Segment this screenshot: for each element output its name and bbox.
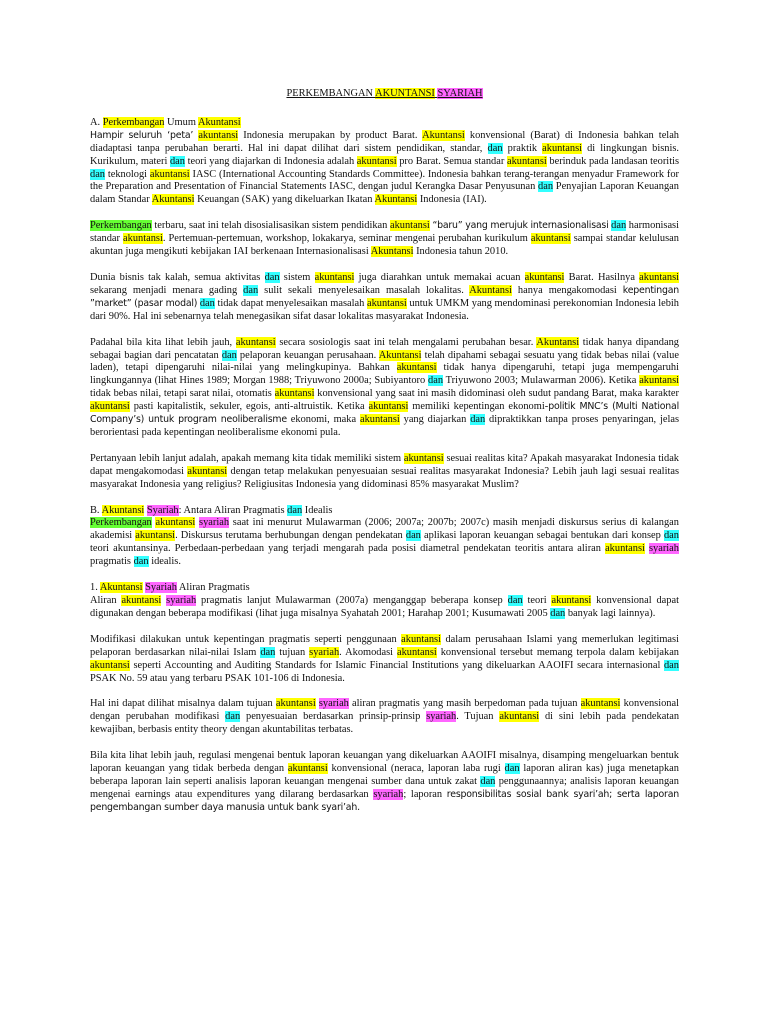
text-run: dengan tetap melakukan penyesuaian sesuai realitas masyarakat Indonesia? Lebih jauh lagi sesuai realitas masyarakat Indonesia yang religius? Religiusitas Indonesia yang didominasi 85% masyarakat Muslim? <box>90 465 679 490</box>
highlight-yellow: akuntansi <box>605 543 645 555</box>
highlight-cyan: dan <box>480 775 496 787</box>
highlight-yellow: akuntansi <box>580 698 621 710</box>
highlight-yellow: akuntansi <box>389 220 430 232</box>
highlight-yellow: akuntansi <box>198 129 239 141</box>
handwritten-style-text: responsibilitas sosial bank syari’ah; serta laporan pengembangan sumber daya manusia untuk bank syari’ah. <box>90 788 679 813</box>
text-run: Modifikasi dilakukan untuk kepentingan pragmatis seperti penggunaan <box>90 633 402 645</box>
highlight-cyan: dan <box>611 220 627 232</box>
text-run: sulit sekali menyelesaikan masalah lokalitas. <box>258 284 470 296</box>
highlight-pink: syariah <box>199 517 230 529</box>
text-run: Indonesia tahun 2010. <box>413 246 509 258</box>
highlight-cyan: dan <box>405 530 421 542</box>
highlight-cyan: dan <box>260 646 276 658</box>
text-run: konvensional tersebut memang terpola dalam kebijakan <box>436 646 680 658</box>
highlight-cyan: dan <box>225 711 241 723</box>
highlight-yellow: akuntansi <box>396 362 437 374</box>
highlight-pink: SYARIAH <box>437 88 483 99</box>
highlight-cyan: dan <box>264 271 280 283</box>
text-run: Triyuwono 2003; Mulawarman 2006). Ketika <box>443 375 640 387</box>
section-heading <box>90 117 679 130</box>
text-run: di lingkungan bisnis. Kurikulum, materi <box>90 142 679 167</box>
highlight-cyan: dan <box>221 349 237 361</box>
text-run: teori yang diajarkan di Indonesia adalah <box>185 155 357 167</box>
highlight-pink: syariah <box>318 698 349 710</box>
text-run: Aliran Pragmatis <box>176 582 250 594</box>
text-run: seperti Accounting and Auditing Standards for Islamic Financial Institutions yang dikeluarkan AAOIFI secara internasional <box>129 659 664 671</box>
highlight-cyan: dan <box>243 284 259 296</box>
highlight-yellow: akuntansi <box>135 530 176 542</box>
text-run: terbaru, saat ini telah disosialisasikan sistem pendidikan <box>151 220 390 232</box>
paragraph <box>90 517 679 569</box>
highlight-yellow: akuntansi <box>530 233 571 245</box>
highlight-yellow: akuntansi <box>524 271 565 283</box>
paragraph <box>90 453 679 492</box>
text-run: pasti kapitalistik, sekuler, egois, anti-altruistik. Ketika <box>129 401 369 413</box>
highlight-yellow: Perkembangan <box>102 116 165 128</box>
text-run: sistem <box>279 271 315 283</box>
text-run: aplikasi laporan keuangan sebagai bentukan dari konsep <box>420 530 664 542</box>
highlight-cyan: dan <box>90 168 106 180</box>
text-run: teknologi <box>105 168 150 180</box>
highlight-yellow: Akuntansi <box>469 284 512 296</box>
text-run: konvensional (neraca, laporan laba rugi <box>327 763 505 775</box>
highlight-cyan: dan <box>169 155 185 167</box>
text-run: secara sosiologis saat ini telah mengalami perubahan besar. <box>275 336 537 348</box>
text-run: Umum <box>164 116 198 128</box>
highlight-cyan: dan <box>507 595 523 606</box>
text-run: saat ini menurut Mulawarman (2006; 2007a; 2007b; 2007c) masih menjadi diskursus serius di kalangan akademisi <box>90 517 679 542</box>
highlight-cyan: dan <box>428 375 444 387</box>
text-run: PERKEMBANGAN <box>286 88 376 99</box>
highlight-yellow: akuntansi <box>314 271 355 283</box>
document-page <box>90 88 679 828</box>
text-run: tidak bebas nilai, tetapi sarat nilai, otomatis <box>90 388 275 400</box>
text-run: idealis. <box>148 556 181 568</box>
text-run: . Tujuan <box>456 711 500 723</box>
highlight-yellow: akuntansi <box>356 155 397 167</box>
highlight-green: Perkembangan <box>90 220 152 232</box>
text-run: Padahal bila kita lihat lebih jauh, <box>90 336 236 348</box>
highlight-pink: syariah <box>373 788 404 800</box>
highlight-yellow: akuntansi <box>366 297 407 309</box>
text-run: Penyajian Laporan Keuangan dalam Standar <box>90 181 679 206</box>
highlight-yellow: Akuntansi <box>422 129 465 141</box>
highlight-yellow: akuntansi <box>155 517 196 529</box>
handwritten-style-text: “baru” yang merujuk internasionalisasi <box>432 220 609 232</box>
text-run: sampai standar kelulusan akuntan juga mengikuti kebijakan IAI berkenaan Internasionalisasi <box>90 233 679 258</box>
text-run: juga diarahkan untuk memakai acuan <box>354 271 525 283</box>
text-run: IASC (International Accounting Standards Committee). Indonesia bahkan terang-terangan menyadur Framework for the Preparation and Presentation of Financial Statements IASC, dengan judul Kerangka Dasar Penyusunan <box>90 168 679 193</box>
highlight-yellow: syariah <box>309 646 340 658</box>
highlight-yellow: akuntansi <box>90 659 130 671</box>
text-run: Barat. Hasilnya <box>564 271 640 283</box>
text-run: tidak hanya dipengaruhi, tetapi juga mempengaruhi lingkungannya (lihat Hines 1989; Morgan 1988; Triyuwono 2000a; Subiyantoro <box>90 362 680 387</box>
text-run: laporan aliran kas) juga menetapkan beberapa laporan lain seperti analisis laporan keuangan mengenai sumber dana untuk zakat <box>90 763 679 787</box>
highlight-cyan: dan <box>663 530 679 542</box>
text-run: ekonomi, maka <box>286 414 360 426</box>
text-run: memiliki kepentingan ekonomi- <box>408 401 549 413</box>
highlight-cyan: dan <box>287 504 303 516</box>
text-run: penyesuaian berdasarkan prinsip-prinsip <box>240 711 427 723</box>
text-run: PSAK No. 59 atau yang terbaru PSAK 101-106 di Indonesia. <box>90 672 345 684</box>
highlight-yellow: Akuntansi <box>374 194 418 206</box>
highlight-yellow: akuntansi <box>368 401 409 413</box>
text-run: Idealis <box>302 504 333 516</box>
highlight-yellow: akuntansi <box>542 142 582 154</box>
highlight-yellow: akuntansi <box>149 168 190 180</box>
text-run: Indonesia merupakan by product Barat. <box>238 129 423 141</box>
text-run: sekarang menjadi menara gading <box>90 284 244 296</box>
text-run: dipraktikkan tanpa proses penyaringan, jelas berorientasi pada kepentingan neoliberalisme ekonomi pula. <box>90 414 679 438</box>
text-run: A. <box>90 116 103 128</box>
highlight-yellow: Akuntansi <box>151 194 195 206</box>
handwritten-style-text: kepentingan ”market” (pasar modal) <box>90 284 679 309</box>
text-run: Indonesia (IAI). <box>417 194 487 206</box>
highlight-yellow: akuntansi <box>401 633 441 645</box>
text-run: Pertanyaan lebih lanjut adalah, apakah memang kita tidak memiliki sistem <box>90 452 404 464</box>
paragraph <box>90 130 679 207</box>
text-run: konvensional dapat digunakan dengan beberapa modifikasi (lihat juga misalnya Syahatah 2001; Harahap 2001; Kusumawati 2005 <box>90 595 679 619</box>
paragraph <box>90 634 679 686</box>
text-run: banyak lagi lainnya). <box>565 607 656 619</box>
highlight-pink: syariah <box>166 595 197 606</box>
highlight-yellow: Akuntansi <box>378 349 422 361</box>
paragraph <box>90 220 679 259</box>
highlight-yellow: akuntansi <box>187 465 228 477</box>
highlight-pink: Syariah <box>146 504 179 516</box>
highlight-yellow: akuntansi <box>506 155 547 167</box>
text-run: . Diskursus terutama berhubungan dengan pendekatan <box>175 530 406 542</box>
highlight-yellow: akuntansi <box>639 271 679 283</box>
text-run: ; laporan <box>403 788 447 800</box>
highlight-cyan: dan <box>504 763 520 775</box>
text-run: sesuai realitas kita? Apakah masyarakat Indonesia tidak dapat mengakomodasi <box>90 452 680 477</box>
text-run: pragmatis lanjut Mulawarman (2007a) menganggap beberapa konsep <box>196 595 508 606</box>
text-run: B. <box>90 504 102 516</box>
highlight-yellow: akuntansi <box>235 336 276 348</box>
highlight-cyan: dan <box>663 659 679 671</box>
section-heading <box>90 505 679 518</box>
title-underline <box>286 88 482 99</box>
highlight-cyan: dan <box>199 297 215 309</box>
highlight-yellow: akuntansi <box>551 595 592 606</box>
text-run: . Akomodasi <box>339 646 397 658</box>
text-run: di sini lebih pada pendekatan kewajiban, berbasis entity theory dengan akuntabilitas terbatas. <box>90 711 680 736</box>
text-run: yang diajarkan <box>399 414 471 426</box>
document-title <box>90 88 679 101</box>
text-run: Aliran <box>90 595 122 606</box>
highlight-pink: syariah <box>648 543 679 555</box>
text-run: tidak dapat menyelesaikan masalah <box>214 297 367 309</box>
text-run: 1. <box>90 582 100 594</box>
highlight-yellow: akuntansi <box>499 711 540 723</box>
highlight-cyan: dan <box>487 142 503 154</box>
text-run: tujuan <box>275 646 310 658</box>
text-run: praktik <box>502 142 543 154</box>
document-body <box>90 117 679 815</box>
text-run: hanya mengakomodasi <box>511 284 623 296</box>
text-run: tidak hanya dipandang sebagai bagian dari pencatatan <box>90 336 679 361</box>
highlight-pink: syariah <box>426 711 457 723</box>
highlight-yellow: Akuntansi <box>370 246 414 258</box>
highlight-cyan: dan <box>538 181 554 193</box>
highlight-cyan: dan <box>470 414 486 426</box>
text-run: teori <box>522 595 552 606</box>
text-run: konvensional yang saat ini masih didominasi oleh sudut pandang Barat, maka karakter <box>314 388 680 400</box>
paragraph <box>90 595 679 621</box>
highlight-yellow: akuntansi <box>90 401 130 413</box>
highlight-yellow: akuntansi <box>396 646 437 658</box>
text-run: pelaporan keuangan perusahaan. <box>236 349 379 361</box>
highlight-green: Perkembangan <box>90 517 152 529</box>
highlight-pink: Syariah <box>145 582 177 594</box>
text-run: konvensional (Barat) di Indonesia bahkan telah diadaptasi tanpa perubahan berarti. Hal ini dapat dilihat dari sistem pendidikan, standar, <box>90 129 679 154</box>
highlight-yellow: akuntansi <box>123 233 163 245</box>
section-heading <box>90 582 679 595</box>
highlight-yellow: Akuntansi <box>197 116 241 128</box>
highlight-yellow: akuntansi <box>274 388 315 400</box>
highlight-cyan: dan <box>133 556 149 568</box>
highlight-yellow: akuntansi <box>639 375 680 387</box>
text-run: penggunaannya; analisis laporan keuangan mengenai earnings atau expenditures yang dilarang berdasarkan <box>90 775 679 800</box>
text-run: untuk UMKM yang mendominasi perekonomian Indonesia lebih dari 90%. Hal ini sebenarnya telah menegasikan sifat dasar lokalitas masyarakat Indonesia. <box>90 297 679 322</box>
text-run: telah dipahami sebagai sesuatu yang tidak bebas nilai (value laden), tetapi dipengaruhi nilai-nilai yang melingkupinya. Bahkan <box>90 349 679 374</box>
text-run: . Pertemuan-pertemuan, workshop, lokakarya, seminar mengenai perubahan kurikulum <box>162 233 531 245</box>
highlight-yellow: AKUNTANSI <box>375 88 435 99</box>
highlight-yellow: Akuntansi <box>99 582 143 594</box>
paragraph <box>90 698 679 737</box>
paragraph <box>90 272 679 324</box>
text-run: Dunia bisnis tak kalah, semua aktivitas <box>90 271 265 283</box>
text-run: Keuangan (SAK) yang dikeluarkan Ikatan <box>194 194 375 206</box>
text-run: berinduk pada landasan teoritis <box>546 155 680 167</box>
paragraph <box>90 337 679 440</box>
text-run: dalam perusahaan Islami yang memerlukan legitimasi pelaporan berdasarkan nilai-nilai Islam <box>90 633 679 658</box>
highlight-yellow: akuntansi <box>403 452 444 464</box>
handwritten-style-text: Hampir seluruh ‘peta’ <box>90 129 194 141</box>
text-run: : Antara Aliran Pragmatis <box>178 504 288 516</box>
text-run: harmonisasi standar <box>90 220 679 245</box>
highlight-yellow: akuntansi <box>275 698 316 710</box>
highlight-yellow: Akuntansi <box>101 504 145 516</box>
paragraph <box>90 750 679 815</box>
text-run: Bila kita lihat lebih jauh, regulasi mengenai bentuk laporan keuangan yang dikeluarkan AAOIFI misalnya, disamping mengeluarkan bentuk laporan keuangan yang tidak berbeda dengan <box>90 750 679 775</box>
highlight-yellow: Akuntansi <box>536 336 580 348</box>
highlight-yellow: akuntansi <box>359 414 400 426</box>
text-run: pragmatis <box>90 556 134 568</box>
handwritten-style-text: politik MNC’s (Multi National Company’s) untuk program neoliberalisme <box>90 401 679 426</box>
text-run: pro Barat. Semua standar <box>396 155 507 167</box>
highlight-cyan: dan <box>550 607 566 619</box>
highlight-yellow: akuntansi <box>287 763 328 775</box>
highlight-yellow: akuntansi <box>121 595 162 606</box>
text-run: Hal ini dapat dilihat misalnya dalam tujuan <box>90 698 276 710</box>
text-run: aliran pragmatis yang masih berpedoman pada tujuan <box>348 698 581 710</box>
text-run: konvensional dengan perubahan modifikasi <box>90 698 679 723</box>
text-run: teori akuntansinya. Perbedaan-perbedaan yang terjadi mengarah pada posisi diametral pendekatan teoritis antara aliran <box>90 543 606 555</box>
